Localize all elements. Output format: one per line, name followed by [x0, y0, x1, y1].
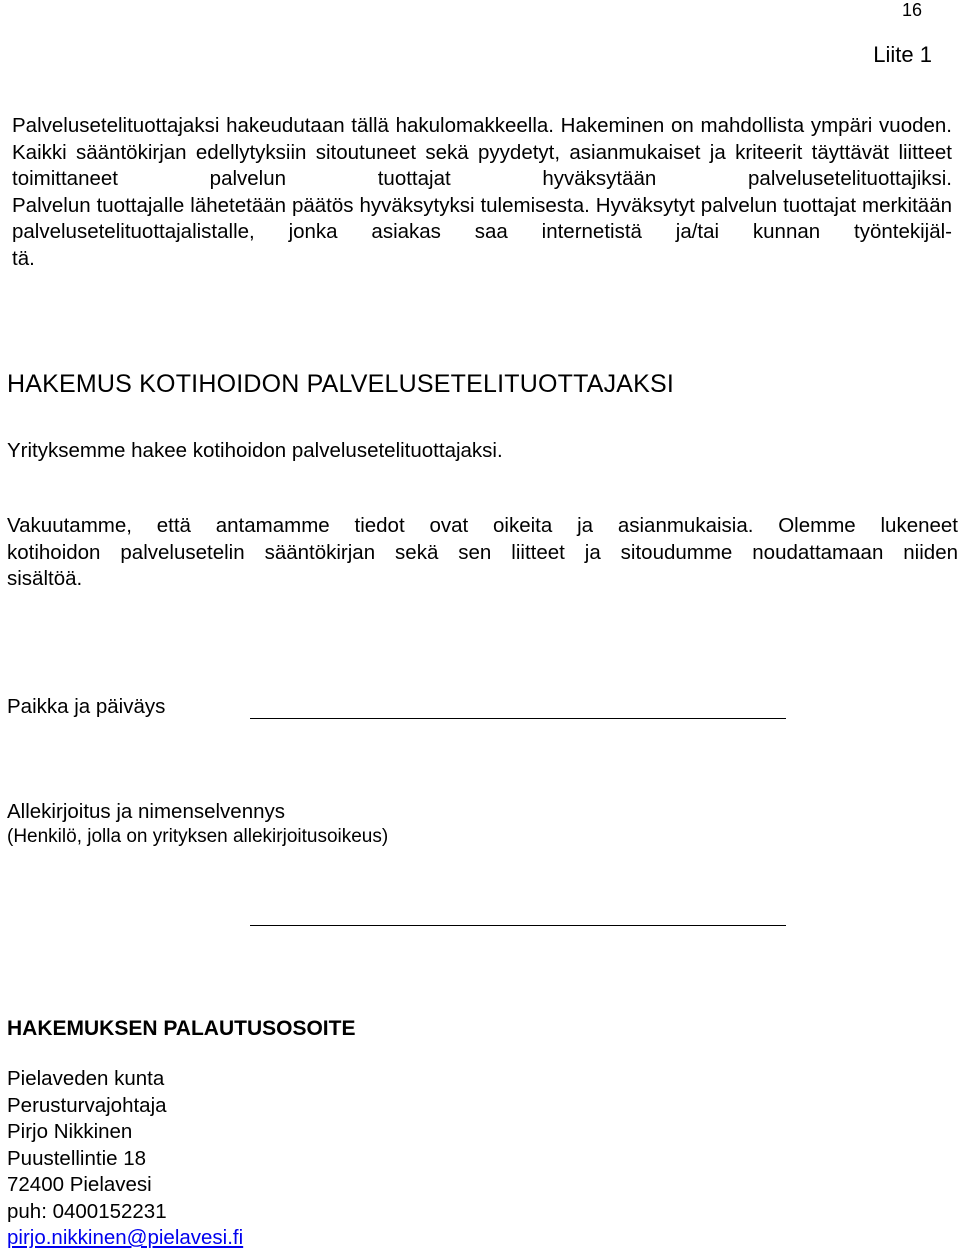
- place-date-label: Paikka ja päiväys: [7, 695, 166, 718]
- apply-statement: Yrityksemme hakee kotihoidon palvelusetelituottajaksi.: [7, 439, 503, 462]
- page-number: 16: [901, 0, 922, 20]
- application-title: HAKEMUS KOTIHOIDON PALVELUSETELITUOTTAJAKSI: [7, 370, 675, 398]
- intro-text-3: tä.: [12, 246, 35, 270]
- place-date-field[interactable]: [250, 718, 786, 719]
- intro-text-2: Palvelun tuottajalle lähetetään päätös hyväksytyksi tulemisesta. Hyväksytyt palvelun tuottajat merkitään palvelusetelituottajalistalle, jonka asiakas saa internetistä ja/tai kunnan työntekijäl-: [12, 193, 952, 243]
- declaration-text-1: Vakuutamme, että antamamme tiedot ovat oikeita ja asianmukaisia. Olemme lukeneet: [7, 514, 958, 537]
- address-line: Pielaveden kunta: [7, 1067, 165, 1090]
- address-line: 72400 Pielavesi: [7, 1173, 152, 1196]
- signature-note: (Henkilö, jolla on yrityksen allekirjoitusoikeus): [7, 826, 389, 847]
- address-line: Pirjo Nikkinen: [7, 1120, 133, 1143]
- intro-text-1: Palvelusetelituottajaksi hakeudutaan tällä hakulomakkeella. Hakeminen on mahdollista ympäri vuoden. Kaikki sääntökirjan edellytyksiin sitoutuneet sekä pyydetyt, asianmukaiset ja kriteerit täyttävät liitteet toimittaneet palvelun tuottajat hyväksytään palvelusetelituottajiksi.: [12, 114, 952, 190]
- signature-field[interactable]: [250, 925, 786, 926]
- declaration-text-2: kotihoidon palvelusetelin sääntökirjan sekä sen liitteet ja sitoudumme noudattamaan niiden: [7, 540, 958, 564]
- address-line: puh: 0400152231: [7, 1199, 167, 1223]
- return-address-heading: HAKEMUKSEN PALAUTUSOSOITE: [7, 1017, 356, 1040]
- return-address-block: [7, 1066, 243, 1252]
- email-link[interactable]: pirjo.nikkinen@pielavesi.fi: [7, 1226, 244, 1249]
- signature-label: Allekirjoitus ja nimenselvennys: [7, 800, 286, 823]
- declaration-text-3: sisältöä.: [7, 567, 83, 590]
- intro-paragraph: [12, 113, 952, 272]
- address-line: Perusturvajohtaja: [7, 1093, 167, 1117]
- attachment-label: Liite 1: [873, 42, 932, 67]
- declaration-paragraph: [7, 513, 958, 593]
- address-line: Puustellintie 18: [7, 1146, 147, 1170]
